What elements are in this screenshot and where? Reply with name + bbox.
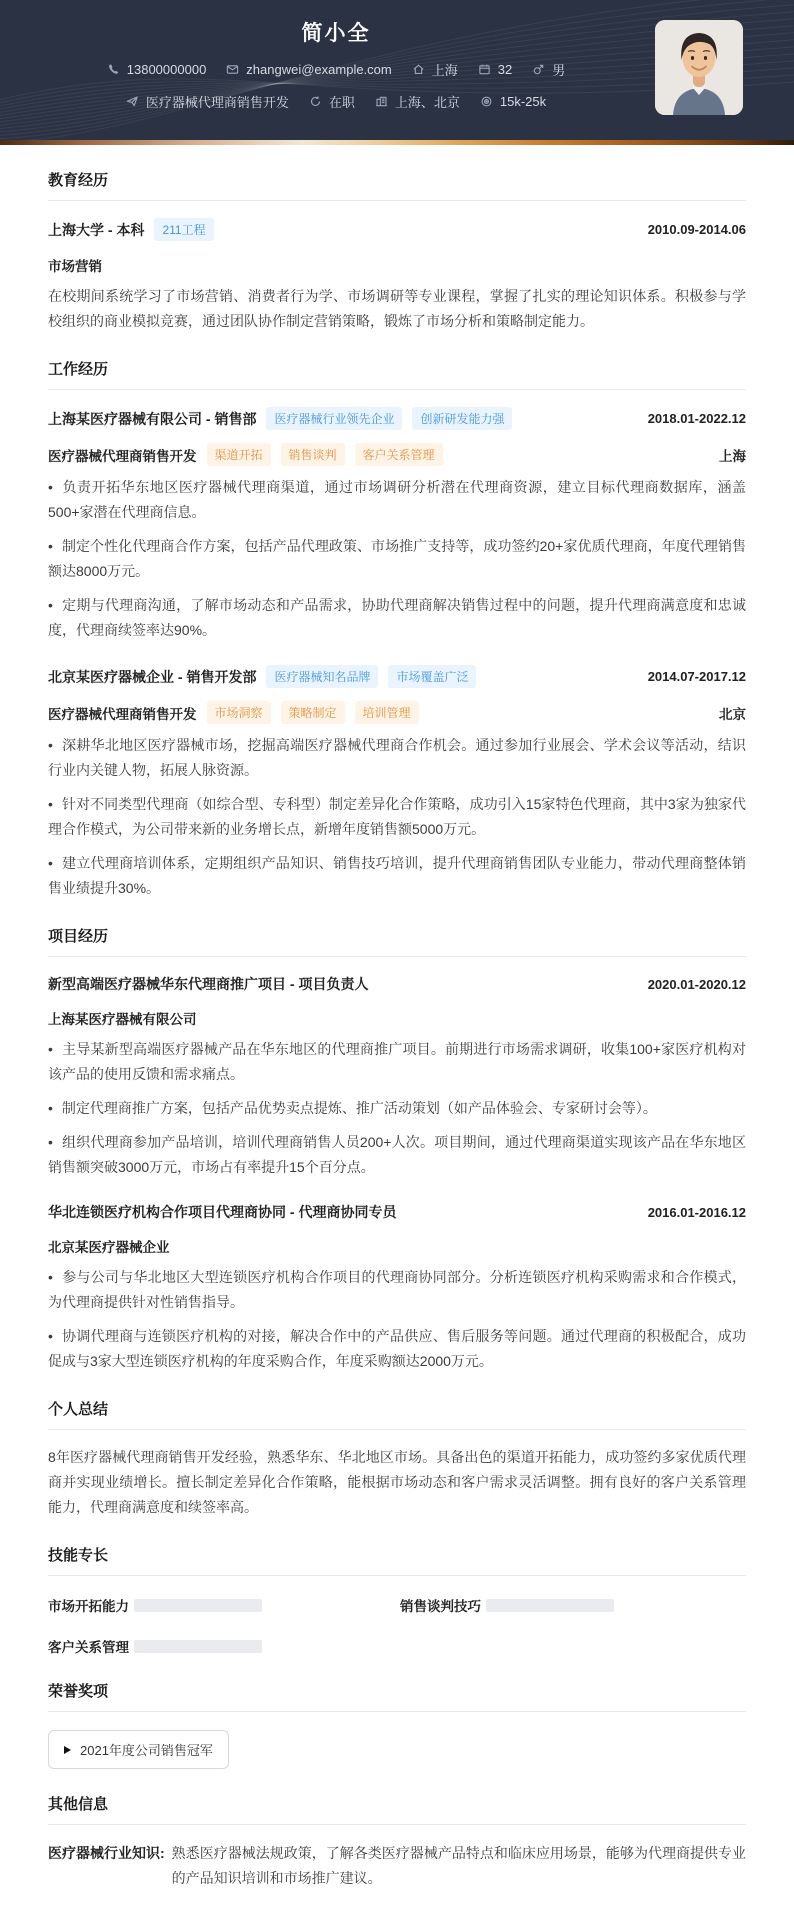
- section-education: [48, 169, 746, 334]
- section-work: [48, 358, 746, 901]
- company-tag: 医疗器械行业领先企业: [266, 407, 402, 430]
- phone-number: 13800000000: [126, 62, 207, 77]
- section-title-projects: 项目经历: [48, 925, 746, 957]
- work-date: 2018.01-2022.12: [647, 411, 746, 426]
- other-info-label: 医疗器械行业知识:: [48, 1845, 165, 1861]
- education-major: 市场营销: [48, 259, 102, 274]
- section-title-work: 工作经历: [48, 358, 746, 390]
- project-company: 上海某医疗器械有限公司: [48, 1012, 197, 1027]
- summary-text: 8年医疗器械代理商销售开发经验，熟悉华东、华北地区市场。具备出色的渠道开拓能力，成功签约多家优质代理商并实现业绩增长。擅长制定差异化合作策略，能根据市场动态和客户需求灵活调整。拥有良好的客户关系管理能力，代理商满意度和续签率高。: [48, 1449, 746, 1515]
- play-icon: [64, 1746, 71, 1754]
- education-entry: [48, 218, 746, 334]
- honor-text: 2021年度公司销售冠军: [80, 1743, 213, 1758]
- skill-item: [48, 1595, 400, 1615]
- section-title-summary: 个人总结: [48, 1398, 746, 1430]
- section-title-honors: 荣誉奖项: [48, 1680, 746, 1712]
- project-bullet: • 组织代理商参加产品培训，培训代理商销售人员200+人次。项目期间，通过代理商渠道实现该产品在华东地区销售额突破3000万元，市场占有率提升15个百分点。: [48, 1130, 746, 1180]
- contact-age: [478, 62, 512, 77]
- resume-header: [0, 0, 794, 140]
- company-name: 上海某医疗器械有限公司 - 销售部: [48, 410, 257, 427]
- work-bullet: • 针对不同类型代理商（如综合型、专科型）制定差异化合作策略，成功引入15家特色代理商，其中3家为独家代理合作模式，为公司带来新的业务增长点，新增年度销售额5000万元。: [48, 792, 746, 842]
- age-value: 32: [497, 62, 513, 77]
- contact-job-intention: [126, 92, 289, 111]
- skill-tag: 客户关系管理: [355, 443, 443, 466]
- home-icon: [412, 63, 425, 76]
- gender-value: 男: [552, 63, 566, 78]
- skill-tag: 销售谈判: [281, 443, 345, 466]
- skill-name: 客户关系管理: [48, 1640, 129, 1655]
- work-bullet: • 制定个性化代理商合作方案，包括产品代理政策、市场推广支持等，成功签约20+家优质代理商，年度代理销售额达8000万元。: [48, 534, 746, 584]
- section-skills: [48, 1544, 746, 1656]
- calendar-icon: [478, 63, 491, 76]
- contact-row-1: [0, 60, 672, 79]
- skill-item: [48, 1636, 400, 1656]
- resume-body: [0, 169, 794, 1915]
- other-info-row: [48, 1841, 746, 1891]
- contact-phone: [107, 62, 207, 77]
- city-value: 上海: [431, 63, 458, 78]
- education-date: 2010.09-2014.06: [647, 222, 746, 237]
- company-tag: 市场覆盖广泛: [388, 665, 476, 688]
- work-entry: [48, 407, 746, 643]
- skill-tag: 培训管理: [355, 701, 419, 724]
- salary-value: 15k-25k: [499, 94, 547, 109]
- education-description: 在校期间系统学习了市场营销、消费者行为学、市场调研等专业课程，掌握了扎实的理论知识体系。积极参与学校组织的商业模拟竞赛，通过团队协作制定营销策略，锻炼了市场分析和策略制定能力。: [48, 288, 746, 329]
- contact-row-2: [0, 92, 672, 111]
- contact-target-cities: [375, 92, 460, 111]
- honor-badge[interactable]: [48, 1730, 229, 1769]
- company-tag: 创新研发能力强: [412, 407, 512, 430]
- job-status-value: 在职: [328, 95, 355, 110]
- gender-icon: [532, 63, 545, 76]
- project-company: 北京某医疗器械企业: [48, 1240, 170, 1255]
- section-title-skills: 技能专长: [48, 1544, 746, 1576]
- contact-salary: [480, 94, 546, 109]
- work-bullet: • 深耕华北地区医疗器械市场，挖掘高端医疗器械代理商合作机会。通过参加行业展会、学术会议等活动，结识行业内关键人物，拓展人脉资源。: [48, 733, 746, 783]
- skill-bar: [486, 1599, 614, 1612]
- skills-grid: [48, 1595, 746, 1656]
- school-degree: 上海大学 - 本科: [48, 221, 145, 238]
- project-bullet: • 制定代理商推广方案，包括产品优势卖点提炼、推广活动策划（如产品体验会、专家研讨会等）。: [48, 1096, 746, 1121]
- email-icon: [226, 63, 239, 76]
- skill-tag: 策略制定: [281, 701, 345, 724]
- phone-icon: [107, 63, 120, 76]
- work-bullet: • 负责开拓华东地区医疗器械代理商渠道，通过市场调研分析潜在代理商资源，建立目标代理商数据库，涵盖500+家潜在代理商信息。: [48, 475, 746, 525]
- position-title: 医疗器械代理商销售开发: [48, 706, 197, 722]
- section-summary: [48, 1398, 746, 1520]
- other-info-text: 熟悉医疗器械法规政策，了解各类医疗器械产品特点和临床应用场景，能够为代理商提供专业的产品知识培训和市场推广建议。: [171, 1845, 746, 1886]
- skill-name: 市场开拓能力: [48, 1599, 129, 1614]
- section-title-other: 其他信息: [48, 1793, 746, 1825]
- paper-plane-icon: [126, 95, 139, 108]
- project-name-role: 华北连锁医疗机构合作项目代理商协同 - 代理商协同专员: [48, 1204, 397, 1220]
- accent-divider: [0, 140, 794, 145]
- work-bullet: • 定期与代理商沟通，了解市场动态和产品需求，协助代理商解决销售过程中的问题，提升代理商满意度和忠诚度，代理商续签率达90%。: [48, 593, 746, 643]
- section-title-education: 教育经历: [48, 169, 746, 201]
- company-tag: 医疗器械知名品牌: [266, 665, 378, 688]
- avatar: [655, 20, 743, 115]
- work-date: 2014.07-2017.12: [647, 669, 746, 684]
- project-entry: [48, 1202, 746, 1374]
- skill-name: 销售谈判技巧: [400, 1599, 481, 1614]
- section-projects: [48, 925, 746, 1374]
- skill-item: [400, 1595, 746, 1615]
- skill-bar: [134, 1599, 262, 1612]
- work-bullet: • 建立代理商培训体系，定期组织产品知识、销售技巧培训，提升代理商销售团队专业能力，带动代理商整体销售业绩提升30%。: [48, 851, 746, 901]
- status-icon: [309, 95, 322, 108]
- project-date: 2016.01-2016.12: [647, 1204, 746, 1220]
- target-icon: [480, 95, 493, 108]
- contact-gender: [532, 60, 565, 79]
- contact-city: [412, 60, 458, 79]
- school-tag: 211工程: [154, 218, 213, 241]
- project-date: 2020.01-2020.12: [647, 976, 746, 992]
- section-honors: [48, 1680, 746, 1769]
- project-bullet: • 参与公司与华北地区大型连锁医疗机构合作项目的代理商协同部分。分析连锁医疗机构采购需求和合作模式，为代理商提供针对性销售指导。: [48, 1265, 746, 1315]
- project-entry: [48, 974, 746, 1180]
- company-name: 北京某医疗器械企业 - 销售开发部: [48, 668, 257, 685]
- profile-photo: [655, 20, 743, 115]
- contact-job-status: [309, 92, 355, 111]
- work-location: 上海: [719, 448, 746, 464]
- work-entry: [48, 665, 746, 901]
- building-icon: [375, 95, 388, 108]
- candidate-name: 简小全: [301, 22, 371, 45]
- skill-tag: 市场洞察: [207, 701, 271, 724]
- work-location: 北京: [719, 706, 746, 722]
- project-name-role: 新型高端医疗器械华东代理商推广项目 - 项目负责人: [48, 976, 369, 992]
- section-other: [48, 1793, 746, 1891]
- contact-email: [226, 62, 391, 77]
- project-bullet: • 主导某新型高端医疗器械产品在华东地区的代理商推广项目。前期进行市场需求调研，收集100+家医疗机构对该产品的使用反馈和需求痛点。: [48, 1037, 746, 1087]
- job-intention-value: 医疗器械代理商销售开发: [145, 95, 289, 110]
- skill-tag: 渠道开拓: [207, 443, 271, 466]
- project-bullet: • 协调代理商与连锁医疗机构的对接，解决合作中的产品供应、售后服务等问题。通过代理商的积极配合，成功促成与3家大型连锁医疗机构的年度采购合作，年度采购额达2000万元。: [48, 1324, 746, 1374]
- email-address: zhangwei@example.com: [246, 62, 392, 77]
- target-cities-value: 上海、北京: [394, 95, 460, 110]
- skill-bar: [134, 1640, 262, 1653]
- position-title: 医疗器械代理商销售开发: [48, 448, 197, 464]
